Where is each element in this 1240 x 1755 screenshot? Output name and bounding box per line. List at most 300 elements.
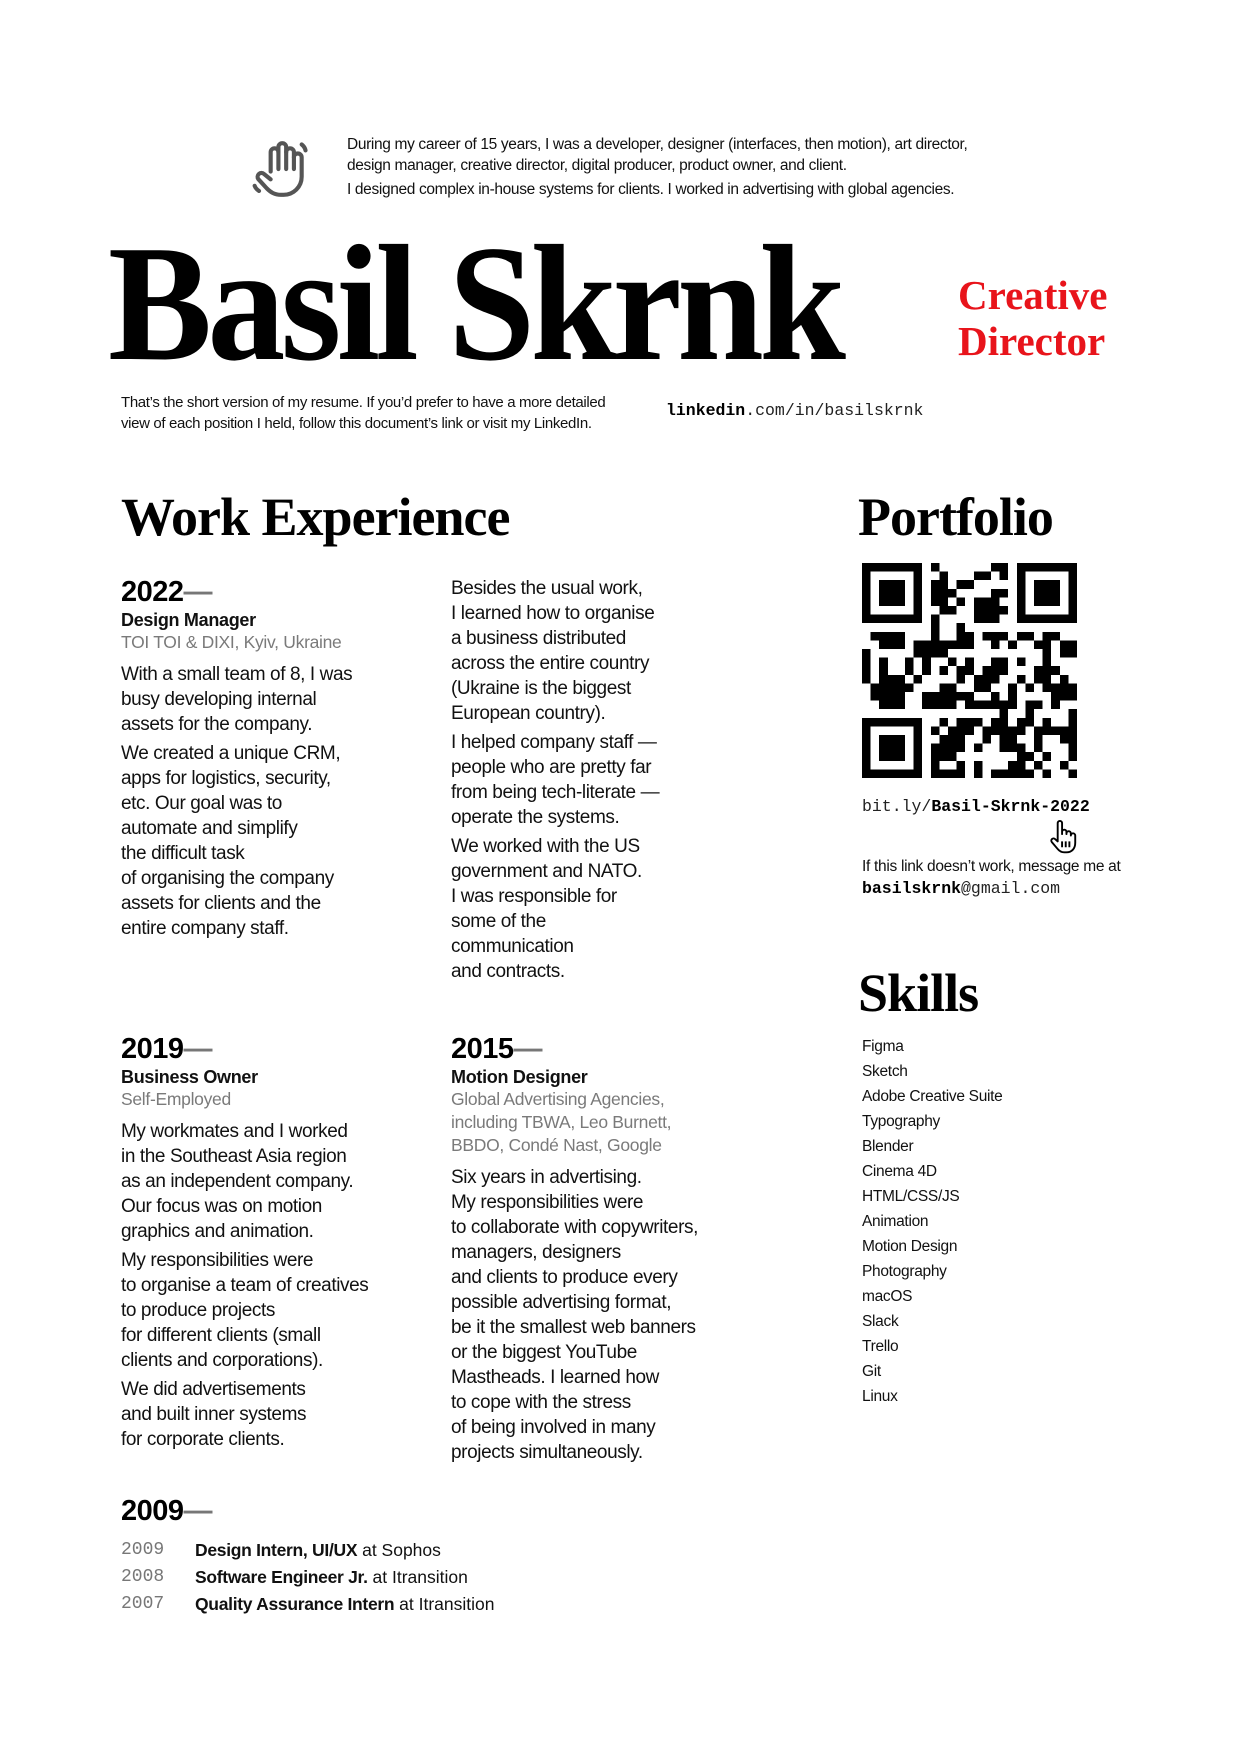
qr-module <box>991 701 1000 710</box>
early-job-title: Design Intern, UI/UX <box>195 1540 358 1560</box>
qr-module <box>1000 658 1009 667</box>
intro-line: During my career of 15 years, I was a developer, designer (interfaces, then motion), art director, <box>347 136 968 153</box>
qr-module <box>879 752 888 761</box>
short-version-note <box>121 392 651 434</box>
qr-module <box>939 718 948 727</box>
skill-item: Linux <box>862 1388 898 1405</box>
pointer-hand-icon <box>1046 818 1084 861</box>
qr-module <box>888 692 897 701</box>
qr-module <box>974 597 983 606</box>
qr-module <box>879 632 888 641</box>
qr-module <box>896 589 905 598</box>
qr-module <box>879 692 888 701</box>
qr-module <box>974 606 983 615</box>
qr-module <box>1068 597 1077 606</box>
qr-module <box>957 675 966 684</box>
qr-module <box>1034 580 1043 589</box>
qr-module <box>914 606 923 615</box>
qr-module <box>1060 563 1069 572</box>
qr-module <box>922 701 931 710</box>
qr-module <box>914 580 923 589</box>
qr-module <box>982 701 991 710</box>
waving-hand-icon <box>250 138 312 200</box>
qr-module <box>896 752 905 761</box>
qr-module <box>862 666 871 675</box>
qr-module <box>1025 701 1034 710</box>
qr-module <box>914 744 923 753</box>
skill-item: Typography <box>862 1113 940 1130</box>
qr-module <box>888 675 897 684</box>
qr-module <box>1017 752 1026 761</box>
job-paragraph: Six years in advertising. My responsibilities were to collaborate with copywriters, managers, designers and clients to produce every possible advertising format, be it the smallest web banners or the biggest YouTube Mastheads. I learned how to cope with the stress of being involved in many projects simultaneously. <box>451 1167 698 1463</box>
qr-module <box>957 726 966 735</box>
qr-module <box>991 692 1000 701</box>
qr-module <box>982 632 991 641</box>
qr-module <box>879 735 888 744</box>
qr-module <box>991 606 1000 615</box>
skill-item: Git <box>862 1363 881 1380</box>
qr-module <box>1043 632 1052 641</box>
qr-module <box>982 606 991 615</box>
qr-module <box>914 597 923 606</box>
intro-text <box>347 134 967 200</box>
qr-module <box>1068 649 1077 658</box>
qr-module <box>982 615 991 624</box>
qr-module <box>1017 632 1026 641</box>
qr-module <box>974 744 983 753</box>
qr-module <box>862 649 871 658</box>
qr-module <box>896 769 905 778</box>
qr-module <box>1051 666 1060 675</box>
qr-module <box>879 640 888 649</box>
qr-module <box>982 572 991 581</box>
qr-module <box>862 769 871 778</box>
qr-module <box>982 726 991 735</box>
qr-module <box>939 666 948 675</box>
qr-module <box>1034 563 1043 572</box>
qr-module <box>1068 572 1077 581</box>
job-paragraph: I helped company staff — people who are pretty far from being tech-literate — operate the systems. <box>451 732 660 828</box>
qr-module <box>914 769 923 778</box>
qr-module <box>1000 701 1009 710</box>
qr-module <box>1025 615 1034 624</box>
job-year: 2015— <box>451 1033 543 1065</box>
email-user: basilskrnk <box>862 879 962 898</box>
qr-module <box>888 683 897 692</box>
qr-module <box>862 615 871 624</box>
qr-module <box>1034 666 1043 675</box>
qr-module <box>939 649 948 658</box>
qr-module <box>931 744 940 753</box>
qr-module <box>948 701 957 710</box>
qr-module <box>991 666 1000 675</box>
qr-module <box>871 718 880 727</box>
qr-module <box>965 718 974 727</box>
qr-module <box>957 666 966 675</box>
qr-module <box>862 744 871 753</box>
skill-item: Animation <box>862 1213 929 1230</box>
qr-module <box>1043 752 1052 761</box>
qr-module <box>1025 709 1034 718</box>
qr-module <box>974 701 983 710</box>
qr-module <box>922 666 931 675</box>
qr-module <box>1025 683 1034 692</box>
portfolio-heading: Portfolio <box>858 487 1053 547</box>
qr-module <box>1043 683 1052 692</box>
qr-module <box>974 761 983 770</box>
qr-module <box>1034 615 1043 624</box>
note-line: That’s the short version of my resume. If you’d prefer to have a more detailed <box>121 394 606 411</box>
qr-module <box>1025 752 1034 761</box>
qr-module <box>965 726 974 735</box>
linkedin-link[interactable] <box>666 401 923 420</box>
qr-module <box>914 649 923 658</box>
skill-item: Sketch <box>862 1063 908 1080</box>
qr-module <box>914 563 923 572</box>
qr-module <box>957 632 966 641</box>
job-year: 2022— <box>121 576 213 608</box>
job-company: TOI TOI & DIXI, Kyiv, Ukraine <box>121 632 342 652</box>
job-year: 2019— <box>121 1033 213 1065</box>
qr-module <box>1017 726 1026 735</box>
qr-module <box>991 597 1000 606</box>
qr-module <box>1034 597 1043 606</box>
qr-module <box>1008 726 1017 735</box>
qr-module <box>1017 589 1026 598</box>
qr-module <box>991 769 1000 778</box>
qr-module <box>1043 597 1052 606</box>
job-paragraph: Besides the usual work, I learned how to organise a business distributed across the entire country (Ukraine is the biggest European country). <box>451 578 655 724</box>
qr-module <box>896 683 905 692</box>
qr-module <box>1017 615 1026 624</box>
qr-module <box>871 615 880 624</box>
qr-module <box>991 658 1000 667</box>
qr-module <box>871 632 880 641</box>
skill-item: Photography <box>862 1263 947 1280</box>
qr-module <box>1017 744 1026 753</box>
qr-module <box>1051 632 1060 641</box>
early-job-year: 2009 <box>121 1540 165 1560</box>
skill-item: Blender <box>862 1138 914 1155</box>
qr-module <box>1034 744 1043 753</box>
job-company: Global Advertising Agencies, including TBWA, Leo Burnett, BBDO, Condé Nast, Google <box>451 1089 672 1155</box>
qr-module <box>862 572 871 581</box>
early-job-company: at Itransition <box>367 1567 468 1587</box>
qr-module <box>1017 658 1026 667</box>
qr-module <box>871 683 880 692</box>
qr-module <box>939 752 948 761</box>
qr-module <box>1043 675 1052 684</box>
qr-module <box>957 735 966 744</box>
qr-module <box>974 769 983 778</box>
qr-module <box>1025 632 1034 641</box>
qr-module <box>931 726 940 735</box>
qr-module <box>1043 718 1052 727</box>
qr-module <box>888 632 897 641</box>
qr-module <box>1034 761 1043 770</box>
qr-module <box>1051 701 1060 710</box>
qr-module <box>1008 692 1017 701</box>
qr-module <box>888 597 897 606</box>
qr-module <box>1000 589 1009 598</box>
job-title: Business Owner <box>121 1067 258 1087</box>
qr-module <box>931 640 940 649</box>
qr-module <box>905 769 914 778</box>
qr-module <box>931 580 940 589</box>
qr-module <box>948 744 957 753</box>
qr-module <box>1060 615 1069 624</box>
qr-module <box>965 658 974 667</box>
qr-module <box>1034 675 1043 684</box>
qr-module <box>1043 563 1052 572</box>
early-job-row <box>121 1537 495 1564</box>
early-job-company: at Sophos <box>357 1540 441 1560</box>
qr-module <box>862 752 871 761</box>
qr-module <box>1043 640 1052 649</box>
qr-module <box>939 580 948 589</box>
qr-module <box>982 683 991 692</box>
qr-module <box>914 761 923 770</box>
qr-module <box>1068 752 1077 761</box>
early-job-company: at Itransition <box>394 1594 495 1614</box>
qr-module <box>957 580 966 589</box>
skill-item: Figma <box>862 1038 904 1055</box>
qr-module <box>948 658 957 667</box>
qr-module <box>931 649 940 658</box>
qr-module <box>1043 769 1052 778</box>
qr-module <box>948 589 957 598</box>
qr-module <box>939 692 948 701</box>
job-paragraph: My workmates and I worked in the Southeast Asia region as an independent company. Our focus was on motion graphics and animation. <box>121 1121 354 1242</box>
qr-module <box>871 692 880 701</box>
qr-module <box>991 563 1000 572</box>
qr-module <box>914 572 923 581</box>
qr-module <box>974 683 983 692</box>
qr-module <box>1068 615 1077 624</box>
qr-code[interactable] <box>862 563 1077 778</box>
qr-module <box>922 649 931 658</box>
qr-module <box>931 597 940 606</box>
qr-module <box>879 718 888 727</box>
qr-module <box>1043 726 1052 735</box>
qr-module <box>896 718 905 727</box>
qr-module <box>1051 683 1060 692</box>
qr-module <box>888 769 897 778</box>
qr-module <box>1043 666 1052 675</box>
qr-module <box>896 632 905 641</box>
qr-module <box>922 658 931 667</box>
qr-module <box>1068 769 1077 778</box>
qr-module <box>1051 692 1060 701</box>
qr-module <box>1008 683 1017 692</box>
qr-module <box>922 640 931 649</box>
qr-module <box>1060 726 1069 735</box>
qr-module <box>939 735 948 744</box>
qr-module <box>1043 589 1052 598</box>
qr-module <box>922 692 931 701</box>
qr-module <box>965 640 974 649</box>
qr-module <box>939 769 948 778</box>
qr-module <box>931 701 940 710</box>
qr-module <box>896 735 905 744</box>
qr-module <box>914 752 923 761</box>
qr-module <box>905 666 914 675</box>
qr-module <box>1060 761 1069 770</box>
qr-module <box>1060 649 1069 658</box>
work-experience-heading: Work Experience <box>121 487 510 547</box>
role-line: Director <box>958 318 1106 364</box>
qr-module <box>896 744 905 753</box>
qr-module <box>957 623 966 632</box>
early-job-year: 2008 <box>121 1567 165 1587</box>
early-career-list <box>121 1537 495 1618</box>
qr-module <box>1068 709 1077 718</box>
job-2022-continued <box>451 576 769 988</box>
qr-module <box>914 589 923 598</box>
skill-item: macOS <box>862 1288 913 1305</box>
early-job-row <box>121 1564 495 1591</box>
qr-module <box>1000 726 1009 735</box>
qr-module <box>1025 718 1034 727</box>
qr-module <box>948 726 957 735</box>
qr-module <box>879 658 888 667</box>
qr-module <box>888 640 897 649</box>
qr-module <box>948 769 957 778</box>
qr-module <box>1068 606 1077 615</box>
qr-module <box>931 761 940 770</box>
qr-module <box>1008 769 1017 778</box>
qr-module <box>957 640 966 649</box>
qr-module <box>1068 744 1077 753</box>
linkedin-path: .com/in/basilskrnk <box>745 401 924 420</box>
page-title: Basil Skrnk <box>108 211 842 395</box>
qr-module <box>991 589 1000 598</box>
contact-note: If this link doesn’t work, message me at <box>862 858 1121 875</box>
qr-module <box>862 563 871 572</box>
qr-module <box>879 615 888 624</box>
qr-module <box>982 675 991 684</box>
qr-module <box>957 769 966 778</box>
job-paragraph: With a small team of 8, I was busy developing internal assets for the company. <box>121 664 353 735</box>
qr-module <box>1017 718 1026 727</box>
qr-module <box>871 563 880 572</box>
qr-module <box>862 761 871 770</box>
skill-item: Trello <box>862 1338 899 1355</box>
qr-module <box>1060 675 1069 684</box>
qr-module <box>1017 572 1026 581</box>
qr-module <box>888 589 897 598</box>
link-prefix: bit.ly/ <box>862 797 932 816</box>
qr-module <box>957 692 966 701</box>
qr-module <box>948 735 957 744</box>
qr-module <box>1051 580 1060 589</box>
intro-line: I designed complex in-house systems for clients. I worked in advertising with global agencies. <box>347 181 955 198</box>
intro-line: design manager, creative director, digital producer, product owner, and client. <box>347 157 847 174</box>
qr-module <box>879 769 888 778</box>
qr-module <box>931 623 940 632</box>
qr-module <box>879 597 888 606</box>
skill-item: Adobe Creative Suite <box>862 1088 1003 1105</box>
qr-module <box>888 718 897 727</box>
qr-module <box>1000 718 1009 727</box>
qr-module <box>1051 615 1060 624</box>
qr-module <box>1034 735 1043 744</box>
qr-module <box>879 683 888 692</box>
role-title <box>958 272 1108 364</box>
qr-module <box>862 718 871 727</box>
qr-module <box>1068 589 1077 598</box>
qr-module <box>896 563 905 572</box>
qr-module <box>991 726 1000 735</box>
job-title: Motion Designer <box>451 1067 588 1087</box>
qr-module <box>1000 572 1009 581</box>
qr-module <box>1051 597 1060 606</box>
skill-item: Motion Design <box>862 1238 958 1255</box>
qr-module <box>1034 640 1043 649</box>
qr-module <box>1017 597 1026 606</box>
job-year: 2009— <box>121 1495 213 1527</box>
qr-module <box>862 589 871 598</box>
link-path: Basil-Skrnk-2022 <box>931 797 1090 816</box>
qr-module <box>879 701 888 710</box>
qr-module <box>1043 649 1052 658</box>
portfolio-link[interactable] <box>862 797 1090 816</box>
qr-module <box>888 752 897 761</box>
qr-module <box>939 589 948 598</box>
qr-module <box>1000 563 1009 572</box>
qr-module <box>957 761 966 770</box>
qr-module <box>1043 615 1052 624</box>
qr-module <box>1008 761 1017 770</box>
linkedin-domain: linkedin <box>666 401 746 420</box>
qr-module <box>991 718 1000 727</box>
skills-list <box>862 1034 1002 1409</box>
qr-module <box>991 632 1000 641</box>
qr-module <box>991 675 1000 684</box>
skill-item: HTML/CSS/JS <box>862 1188 960 1205</box>
qr-module <box>948 640 957 649</box>
qr-module <box>939 572 948 581</box>
qr-module <box>1043 658 1052 667</box>
qr-module <box>888 701 897 710</box>
qr-module <box>957 597 966 606</box>
job-2015 <box>451 1032 801 1469</box>
qr-module <box>914 615 923 624</box>
qr-module <box>914 718 923 727</box>
qr-module <box>1008 744 1017 753</box>
qr-module <box>1051 726 1060 735</box>
qr-module <box>1000 735 1009 744</box>
qr-module <box>957 718 966 727</box>
qr-module <box>965 692 974 701</box>
early-job-row <box>121 1591 495 1618</box>
qr-module <box>1068 692 1077 701</box>
qr-module <box>1008 701 1017 710</box>
qr-module <box>905 563 914 572</box>
email-link[interactable] <box>862 879 1060 898</box>
qr-module <box>1017 563 1026 572</box>
qr-module <box>1068 735 1077 744</box>
qr-module <box>1068 563 1077 572</box>
qr-module <box>1000 769 1009 778</box>
qr-module <box>965 666 974 675</box>
qr-module <box>991 640 1000 649</box>
job-2022 <box>121 575 439 945</box>
qr-module <box>991 615 1000 624</box>
qr-module <box>1068 640 1077 649</box>
role-line: Creative <box>958 272 1108 318</box>
qr-module <box>1017 769 1026 778</box>
